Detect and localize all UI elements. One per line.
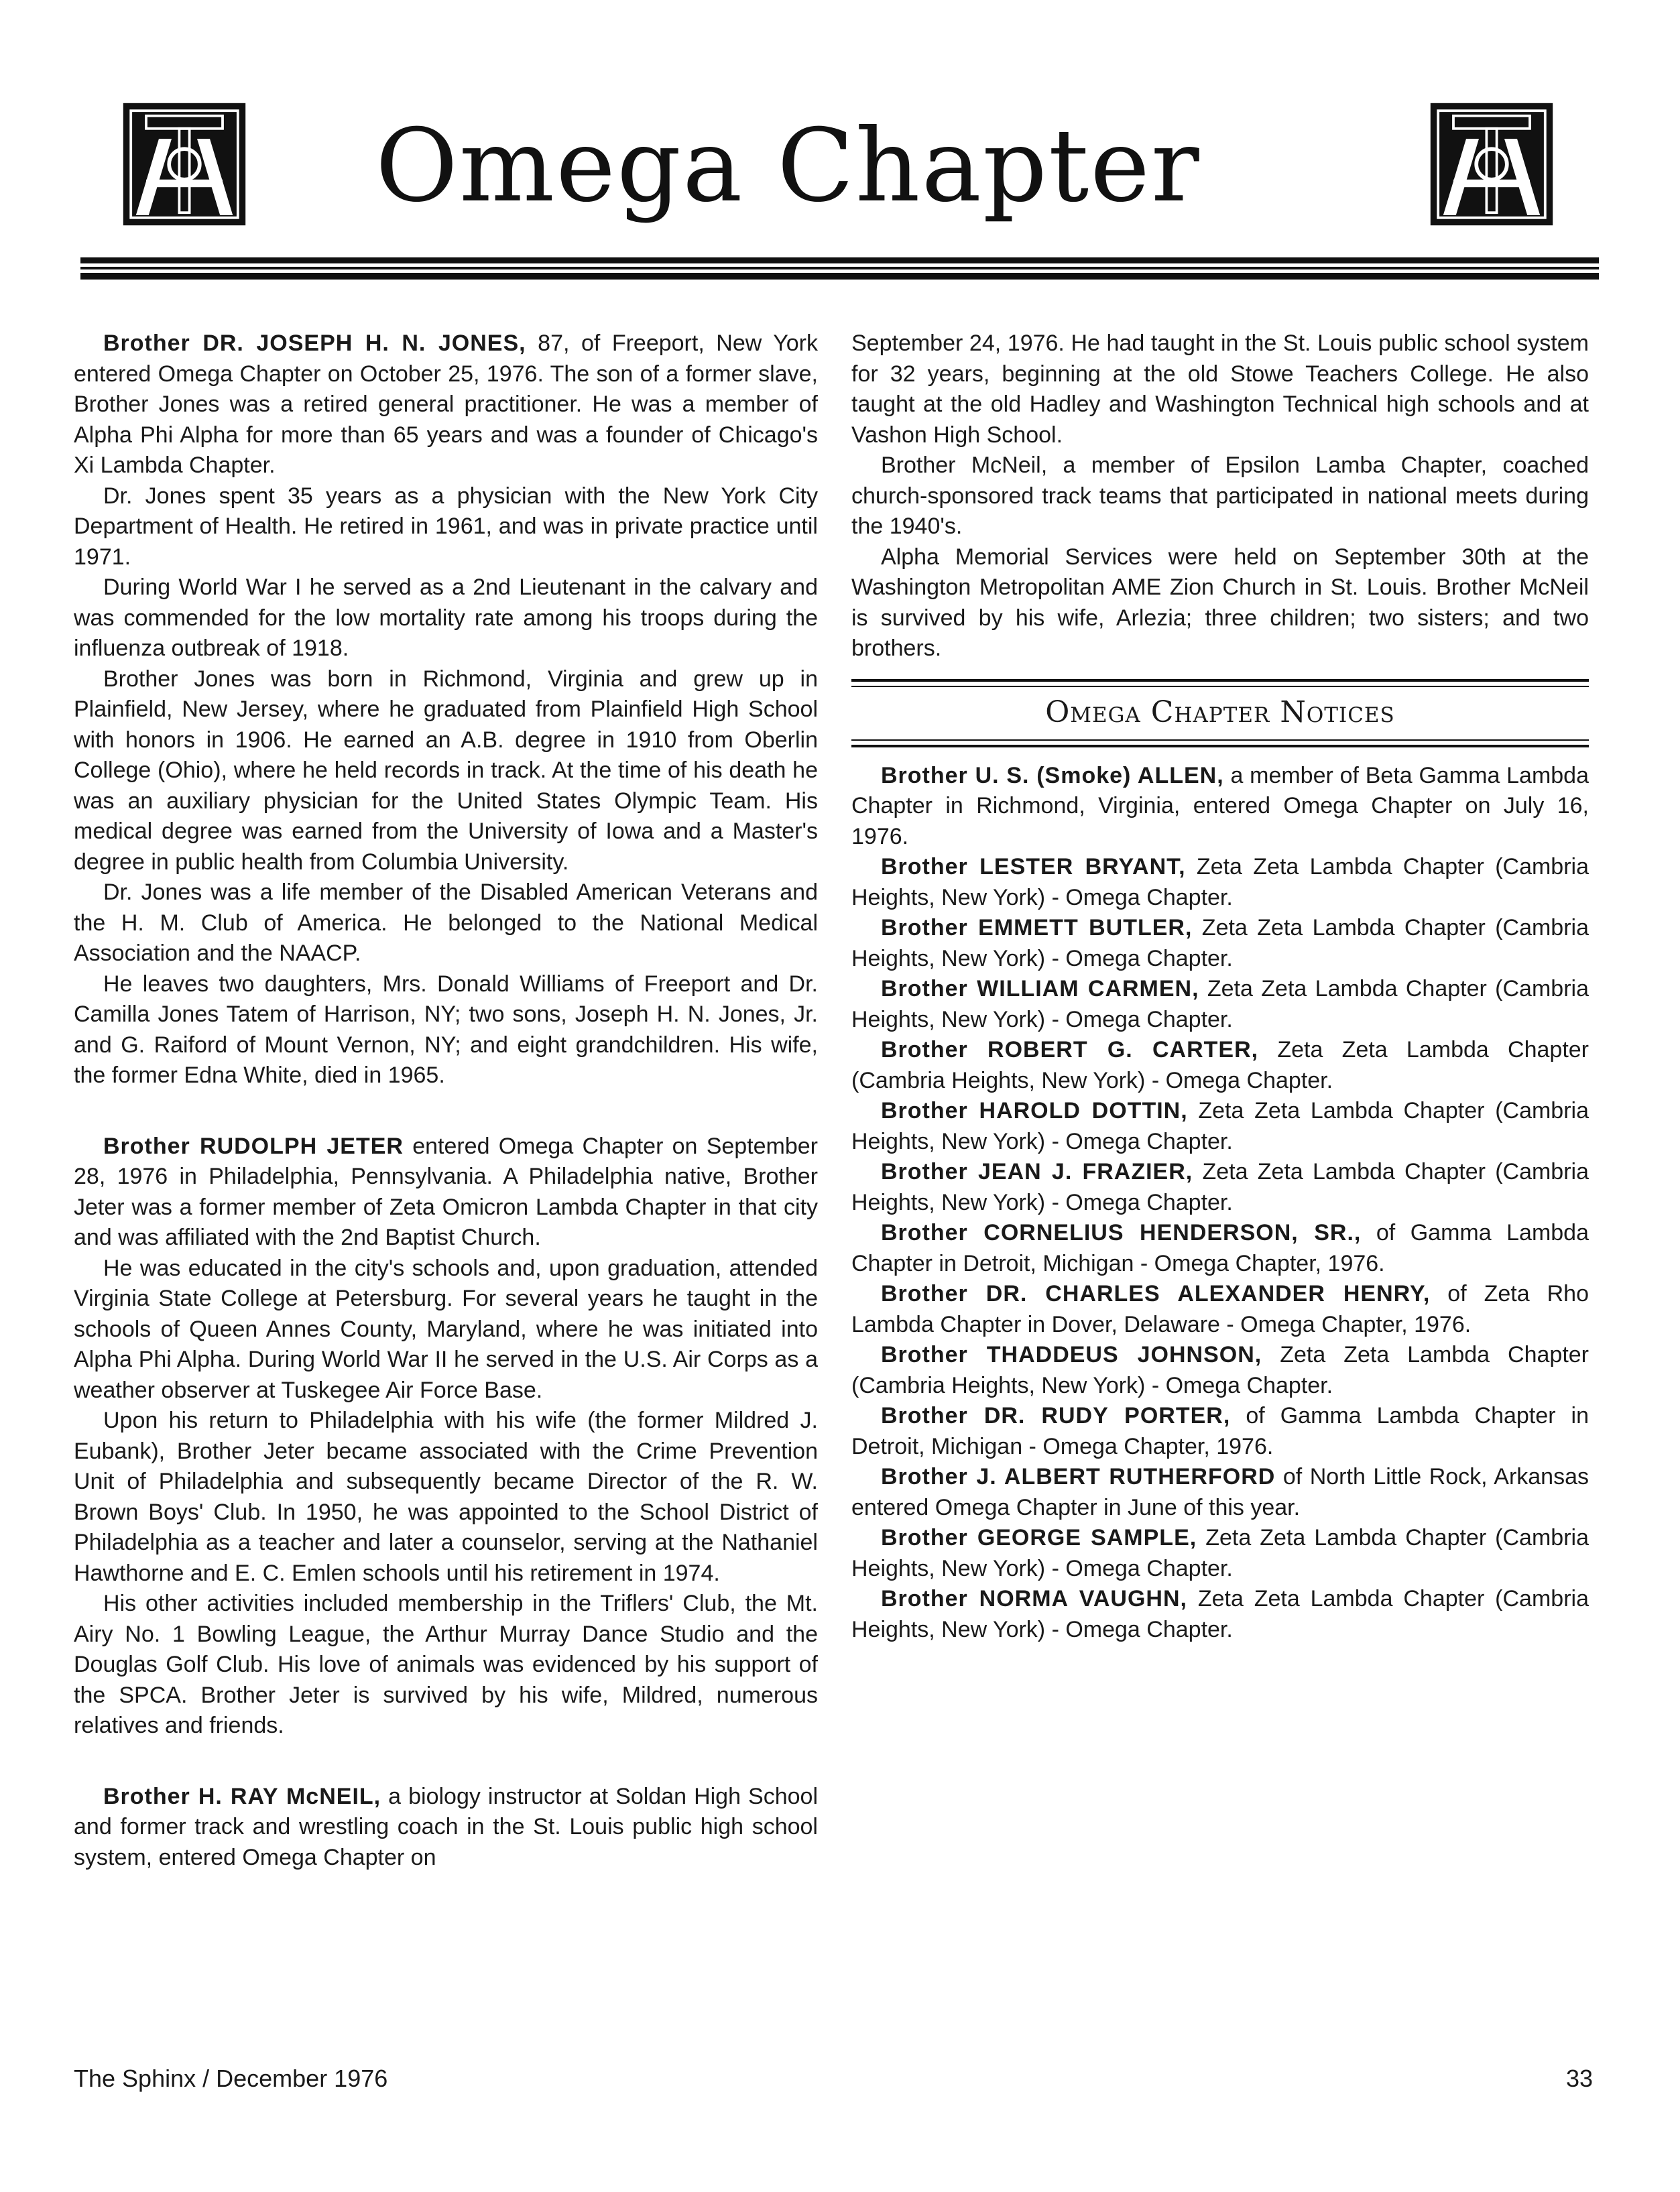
notice-item: Brother WILLIAM CARMEN, Zeta Zeta Lambda Chapter (Cambria Heights, New York) - Omega Chapter. [851,976,1589,1032]
notice-item: Brother J. ALBERT RUTHERFORD of North Little Rock, Arkansas entered Omega Chapter in June of this year. [851,1464,1589,1520]
obituary-jeter: Brother RUDOLPH JETER entered Omega Chapter on September 28, 1976 in Philadelphia, Pennsylvania. A Philadelphia native, Brother Jeter was a former member of Zeta Omicron Lambda Chapter in that city and was affiliated with the 2nd Baptist Church. [74,1133,819,1250]
alpha-phi-alpha-crest-icon [121,101,248,228]
obituary-name: DR. JOSEPH H. N. JONES, [202,330,526,356]
page-title: Omega Chapter [375,108,1201,225]
obituary-name: H. RAY McNEIL, [198,1783,381,1809]
paragraph: September 24, 1976. He had taught in the St. Louis public school system for 32 years, beginning at the old Stowe Teachers College. He also taught at the old Hadley and Washington Technical high schools and at Vashon High School. [851,330,1589,448]
publication-footer: The Sphinx / December 1976 [74,2065,388,2092]
header-divider [80,273,1599,280]
alpha-phi-alpha-crest-icon [1428,101,1555,228]
obituary-jones: Brother DR. JOSEPH H. N. JONES, 87, of Freeport, New York entered Omega Chapter on October 25, 1976. The son of a former slave, Brother Jones was a retired general practitioner. He was a member of Alpha Phi Alpha for more than 65 years and was a founder of Chicago's Xi Lambda Chapter. [74,330,819,478]
notice-item: Brother DR. RUDY PORTER, of Gamma Lambda Chapter in Detroit, Michigan - Omega Chapter, 1976. [851,1403,1589,1459]
divider [851,679,1589,682]
notice-item: Brother LESTER BRYANT, Zeta Zeta Lambda Chapter (Cambria Heights, New York) - Omega Chapter. [851,854,1589,910]
paragraph: His other activities included membership in the Triflers' Club, the Mt. Airy No. 1 Bowling League, the Arthur Murray Dance Studio and the Douglas Golf Club. His love of animals was evidenced by his support of the SPCA. Brother Jeter is survived by his wife, Mildred, numerous relatives and friends. [74,1591,818,1738]
divider [851,739,1589,741]
notice-item: Brother U. S. (Smoke) ALLEN, a member of Beta Gamma Lambda Chapter in Richmond, Virginia, entered Omega Chapter on July 16, 1976. [851,762,1589,849]
page-header [121,101,1555,235]
page-number: 33 [1565,2065,1593,2092]
notice-item: Brother JEAN J. FRAZIER, Zeta Zeta Lambda Chapter (Cambria Heights, New York) - Omega Chapter. [851,1159,1589,1215]
notice-item: Brother DR. CHARLES ALEXANDER HENRY, of Zeta Rho Lambda Chapter in Dover, Delaware - Omega Chapter, 1976. [851,1281,1589,1337]
notice-item: Brother NORMA VAUGHN, Zeta Zeta Lambda Chapter (Cambria Heights, New York) - Omega Chapter. [851,1586,1589,1642]
right-column [851,328,1589,1645]
paragraph: During World War I he served as a 2nd Lieutenant in the calvary and was commended for the low mortality rate among his troops during the influenza outbreak of 1918. [74,574,818,661]
notice-item: Brother THADDEUS JOHNSON, Zeta Zeta Lambda Chapter (Cambria Heights, New York) - Omega Chapter. [851,1342,1589,1398]
header-divider [80,267,1599,269]
notice-item: Brother EMMETT BUTLER, Zeta Zeta Lambda Chapter (Cambria Heights, New York) - Omega Chapter. [851,915,1589,971]
paragraph: Alpha Memorial Services were held on September 30th at the Washington Metropolitan AME Zion Church in St. Louis. Brother McNeil is survived by his wife, Arlezia; three children; two sisters; and two brothers. [851,544,1589,661]
paragraph: He leaves two daughters, Mrs. Donald Williams of Freeport and Dr. Camilla Jones Tatem of Harrison, NY; two sons, Joseph H. N. Jones, Jr. and G. Raiford of Mount Vernon, NY; and eight grandchildren. His wife, the former Edna White, died in 1965. [74,971,818,1088]
notice-item: Brother GEORGE SAMPLE, Zeta Zeta Lambda Chapter (Cambria Heights, New York) - Omega Chapter. [851,1525,1589,1581]
obituary-name: RUDOLPH JETER [200,1133,404,1159]
paragraph: Upon his return to Philadelphia with his wife (the former Mildred J. Eubank), Brother Jeter became associated with the Crime Prevention Unit of Philadelphia and subsequently became Director of the R. W. Brown Boys' Club. In 1950, he was appointed to the School District of Philadelphia as a teacher and later a counselor, serving at the Nathaniel Hawthorne and E. C. Emlen schools until his retirement in 1974. [74,1408,818,1586]
divider [851,745,1589,747]
notice-item: Brother HAROLD DOTTIN, Zeta Zeta Lambda Chapter (Cambria Heights, New York) - Omega Chapter. [851,1098,1589,1154]
paragraph: He was educated in the city's schools and, upon graduation, attended Virginia State College at Petersburg. For several years he taught in the schools of Queen Annes County, Maryland, where he was initiated into Alpha Phi Alpha. During World War II he served in the U.S. Air Corps as a weather observer at Tuskegee Air Force Base. [74,1255,818,1403]
paragraph: Dr. Jones spent 35 years as a physician with the New York City Department of Health. He retired in 1961, and was in private practice until 1971. [74,483,818,570]
obituary-mcneil: Brother H. RAY McNEIL, a biology instructor at Soldan High School and former track and wrestling coach in the St. Louis public high school system, entered Omega Chapter on [74,1783,818,1870]
notices-heading-block [851,679,1589,747]
left-column [74,328,818,1873]
paragraph: Brother McNeil, a member of Epsilon Lamba Chapter, coached church-sponsored track teams that participated in national meets during the 1940's. [851,452,1589,539]
section-heading: Omega Chapter Notices [1045,694,1395,729]
divider [851,686,1589,687]
paragraph: Dr. Jones was a life member of the Disabled American Veterans and the H. M. Club of America. He belonged to the National Medical Association and the NAACP. [74,879,818,966]
notice-item: Brother ROBERT G. CARTER, Zeta Zeta Lambda Chapter (Cambria Heights, New York) - Omega Chapter. [851,1037,1589,1093]
header-divider [80,257,1599,263]
paragraph: Brother Jones was born in Richmond, Virginia and grew up in Plainfield, New Jersey, where he graduated from Plainfield High School with honors in 1906. He earned an A.B. degree in 1910 from Oberlin College (Ohio), where he held records in track. At the time of his death he was an auxiliary physician for the United States Olympic Team. His medical degree was earned from the University of Iowa and a Master's degree in public health from Columbia University. [74,666,818,875]
notices-list [851,761,1589,1646]
notice-item: Brother CORNELIUS HENDERSON, SR., of Gamma Lambda Chapter in Detroit, Michigan - Omega Chapter, 1976. [851,1220,1589,1276]
